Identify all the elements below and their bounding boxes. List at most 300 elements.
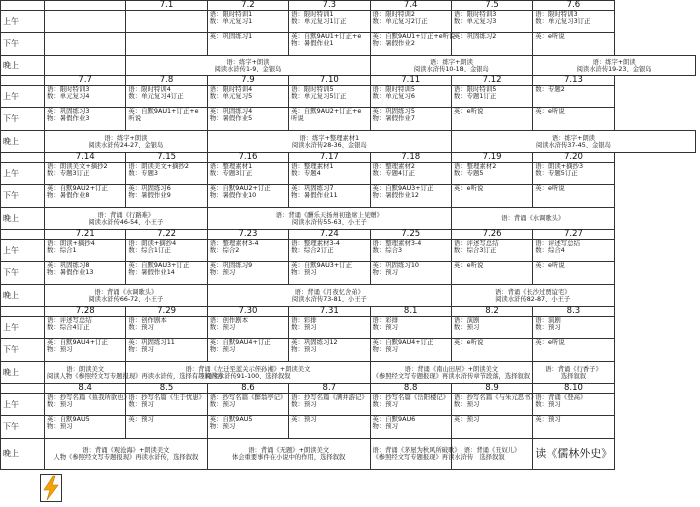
cell-text-line: 英：自默9AU1+订正+e [128, 107, 199, 115]
cell-text-line: 语：朗读+摘抄4 [47, 239, 95, 247]
date-cell: 7.6 [533, 1, 614, 11]
cell-text-line: 英：自默9AU1+订正+e [291, 32, 362, 40]
date-cell: 8.9 [451, 384, 532, 394]
cell-text-line: 英：自默9AU3+订正 [372, 184, 434, 192]
task-cell [370, 11, 451, 33]
cell-text-line: 物：预习 [291, 345, 317, 354]
task-cell [45, 163, 126, 185]
cell-text-line: 数：单元复习4 [47, 92, 90, 101]
cell-text-line: 语：整理素材1 [291, 162, 334, 170]
row-label-eve: 晚上 [1, 56, 45, 76]
date-cell: 7.18 [370, 153, 451, 163]
task-cell [533, 339, 614, 362]
lightning-icon [40, 474, 62, 502]
task-cell [289, 108, 370, 131]
cell-text-line: 阅读水浒传82-87、小王子 [495, 295, 571, 303]
date-cell: 7.25 [370, 230, 451, 240]
task-cell [451, 33, 532, 56]
cell-text-line: 英：e听说 [453, 261, 484, 269]
cell-text-line: 物：暑假作业5 [209, 114, 253, 123]
date-cell: 7.4 [370, 1, 451, 11]
task-cell [45, 416, 126, 439]
cell-text-line: 英：e听说 [453, 107, 484, 115]
aft-row [1, 108, 696, 131]
task-cell [289, 11, 370, 33]
cell-text-line: 听说 [128, 114, 142, 123]
empty-cell [45, 11, 126, 33]
cell-text-line: 英：巩固练习9 [209, 261, 253, 269]
cell-text-line: 语：限时特训5 [291, 85, 334, 93]
task-cell [451, 86, 532, 108]
task-cell [126, 339, 207, 362]
evening-task-cell [45, 439, 208, 470]
cell-text-line: 阅读水浒传73-81、小王子 [291, 295, 367, 303]
task-cell [370, 262, 451, 285]
cell-text-line: 语：彩排 [291, 316, 317, 324]
task-cell [45, 108, 126, 131]
eve-row [1, 362, 696, 384]
task-cell [207, 185, 288, 208]
cell-text-line: 语：演剧 [453, 316, 480, 324]
aft-row [1, 339, 696, 362]
task-cell [533, 163, 614, 185]
task-cell [126, 416, 207, 439]
evening-task-cell [45, 362, 224, 384]
cell-text-line: 物：预习 [209, 422, 236, 431]
task-cell [451, 108, 532, 131]
cell-text-line: 语：练字+朗读 [551, 134, 595, 142]
date-cell: 7.9 [207, 76, 288, 86]
date-cell: 8.5 [126, 384, 207, 394]
evening-task-cell [533, 362, 614, 384]
task-cell [289, 185, 370, 208]
cell-text-line: 英：自默9AU2+订正+e [291, 107, 362, 115]
task-cell [289, 394, 370, 416]
evening-task-cell [45, 285, 208, 307]
cell-text-line: 语：抄写名篇《生于忧患》 [128, 393, 206, 401]
cell-text-line: 数：综合2 [209, 246, 240, 255]
cell-text-line: 物：暑假作业9 [128, 191, 171, 200]
cell-text-line: 阅读水浒传24-27、金银岛 [88, 141, 164, 149]
task-cell [533, 262, 614, 285]
cell-text-line: 英：e听说 [535, 338, 565, 346]
cell-text-line: 数：综合3订正 [453, 246, 497, 255]
cell-text-line: 语：练字+朗读 [226, 58, 270, 66]
cell-text-line: 阅读水浒传91-100、选择叙叙 [205, 372, 291, 380]
task-cell [370, 240, 451, 262]
row-label-aft: 下午 [1, 185, 45, 208]
cell-text-line: 英：巩固练习7 [291, 184, 334, 192]
cell-text-line: 数：预习 [209, 400, 236, 409]
task-cell [289, 240, 370, 262]
task-cell [533, 394, 614, 416]
cell-text-line: 听说 [291, 114, 304, 123]
cell-text-line: 语：背诵《月夜忆舍弟》 [294, 288, 364, 296]
task-cell [126, 185, 207, 208]
row-label-eve: 晚上 [1, 131, 45, 153]
cell-text-line: 语：背诵《茅屋为秋风所破歌》 [372, 447, 461, 454]
task-cell [451, 240, 532, 262]
aft-row [1, 33, 696, 56]
task-cell [45, 317, 126, 339]
cell-text-line: 语：创作剧本 [128, 316, 167, 324]
evening-task-cell [451, 208, 614, 230]
task-cell [451, 339, 532, 362]
cell-text-line: 数：单元复习5 [209, 92, 253, 101]
date-cell: 7.21 [45, 230, 126, 240]
cell-text-line: 语：创作剧本 [209, 316, 249, 324]
cell-text-line: 英：自默9AU5 [209, 415, 253, 423]
cell-text-line: 语：背诵《行香子》 [545, 365, 602, 373]
cell-text-line: 数：预习 [535, 323, 561, 332]
task-cell [533, 317, 614, 339]
cell-text-line: 英：自默9AU3+订正 [128, 261, 190, 269]
mor-row [1, 163, 696, 185]
cell-text-line: 英：巩固练习3 [47, 107, 90, 115]
task-cell [289, 317, 370, 339]
cell-text-line: 数：综合2订正 [291, 246, 334, 255]
row-label-aft: 下午 [1, 262, 45, 285]
corner-cell [1, 153, 45, 163]
cell-text-line: 物：暑假作业13 [47, 268, 94, 277]
row-label-mor: 上午 [1, 86, 45, 108]
eve-row [1, 439, 696, 470]
cell-text-line: 数：专题1订正 [453, 92, 497, 101]
cell-text-line: 《参照经文写专题报现》再读水浒传 [372, 454, 474, 461]
cell-text-line: 英：预习 [291, 415, 317, 423]
cell-text-line: 语：背诵《长沙过贾谊宅》 [494, 288, 571, 296]
cell-text-line: 英：e听说 [453, 184, 484, 192]
task-cell [45, 185, 126, 208]
task-cell [370, 339, 451, 362]
evening-task-cell [45, 208, 208, 230]
date-cell: 7.14 [45, 153, 126, 163]
cell-text-line: 数：预习 [535, 400, 561, 409]
task-cell [370, 108, 451, 131]
cell-text-line: 语：彩排 [372, 316, 399, 324]
cell-text-line: 语：朗读+摘抄4 [128, 239, 177, 247]
cell-text-line: 物：预习 [47, 345, 73, 354]
cell-text-line: 英：巩固练习4 [209, 107, 253, 115]
row-label-aft: 下午 [1, 416, 45, 439]
cell-text-line: 语：抄写名篇《满井游记》 [291, 393, 368, 401]
cell-text-line: 语：限时特训3 [535, 10, 578, 18]
cell-text-line: 阅读水浒传1-9、金银岛 [214, 65, 282, 73]
date-cell: 8.2 [451, 307, 532, 317]
task-cell [533, 86, 614, 108]
cell-text-line: 语：抄写名篇《岳阳楼记》 [372, 393, 450, 401]
task-cell [451, 393, 537, 416]
cell-text-line: 物：暑假作业1 [291, 39, 334, 48]
cell-text-line: 英：自默9AU1+订正+e听说 [372, 32, 456, 40]
cell-text-line: 语：背诵《行路难》 [97, 211, 155, 219]
task-cell [533, 33, 614, 56]
cell-text-line: 数：单元复习1 [209, 17, 253, 26]
cell-text-line: 数：单元复习3 [453, 17, 497, 26]
task-cell [126, 86, 207, 108]
mor-row [1, 86, 696, 108]
task-cell [289, 86, 370, 108]
cell-text-line: 数：预习 [453, 400, 480, 409]
task-cell [533, 185, 614, 208]
cell-text-line: 数：单元复习3订正 [535, 17, 591, 26]
cell-text-line: 语：背诵《观沧海》+朗读美文 [82, 447, 170, 454]
row-label-mor: 上午 [1, 163, 45, 185]
evening-task-cell [370, 439, 474, 470]
cell-text-line: 语：抄写名篇《与朱元思书》 [453, 393, 537, 401]
date-cell: 8.7 [289, 384, 370, 394]
cell-text-line: 语：评述写总结 [47, 316, 92, 324]
cell-text-line: 语：朗读美文+摘抄2 [47, 162, 108, 170]
cell-text-line: 英：e听说 [535, 32, 565, 40]
cell-text-line: 数：预习 [128, 323, 154, 332]
task-cell [126, 33, 207, 56]
task-cell [289, 262, 370, 285]
task-cell [207, 240, 288, 262]
corner-cell [1, 230, 45, 240]
eve-row [1, 56, 696, 76]
task-cell [126, 262, 207, 285]
evening-task-cell [370, 56, 533, 76]
cell-text-line: 物：暑假作业12 [372, 191, 419, 200]
task-cell [370, 416, 451, 439]
cell-text-line: 英：巩固练习8 [47, 261, 90, 269]
cell-text-line: 阅读水浒传55-63、小王子 [291, 218, 367, 226]
date-row [1, 1, 696, 11]
reading-note: 读《儒林外史》 [533, 439, 614, 470]
task-cell [207, 262, 288, 285]
corner-cell [1, 1, 45, 11]
task-cell [533, 11, 614, 33]
row-label-mor: 上午 [1, 11, 45, 33]
row-label-eve: 晚上 [1, 208, 45, 230]
cell-text-line: 语：背诵《酬乐天扬州初逢席上见赠》 [275, 211, 383, 219]
cell-text-line: 阅读水浒传10-18、金银岛 [413, 65, 489, 73]
task-cell [207, 163, 288, 185]
cell-text-line: 英：自默9AU4+订正 [372, 338, 434, 346]
cell-text-line: 语：背诵《无题》+朗读美文 [248, 447, 330, 454]
empty-cell [45, 56, 126, 76]
task-cell [126, 394, 207, 416]
evening-task-cell [207, 208, 451, 230]
cell-text-line: 语：练字+朗读 [104, 134, 148, 142]
cell-text-line: 语：抄写名篇《醉翁亭记》 [209, 393, 287, 401]
cell-text-line: 英：巩固练习10 [372, 261, 419, 269]
evening-task-cell [207, 439, 370, 470]
cell-text-line: 物：暑假作业2 [372, 39, 415, 48]
task-cell [126, 317, 207, 339]
cell-text-line: 数：专题4 [291, 169, 321, 178]
task-cell [207, 33, 288, 56]
cell-text-line: 英：预习 [453, 415, 480, 423]
date-cell: 7.28 [45, 307, 126, 317]
task-cell [207, 11, 288, 33]
date-cell: 8.6 [207, 384, 288, 394]
cell-text-line: 英：自默9AU2+订正 [47, 184, 108, 192]
cell-text-line: 语：背诵《登高》 [535, 393, 587, 401]
cell-text-line: 语：背诵《左迁至蓝关示侄孙湘》+朗读美文 [185, 365, 311, 373]
date-cell: 7.15 [126, 153, 207, 163]
task-cell [370, 394, 451, 416]
task-cell [289, 33, 370, 56]
cell-text-line: 英：巩固练习1 [209, 32, 253, 40]
cell-text-line: 英：巩固练习2 [453, 32, 497, 40]
cell-text-line: 语：限时特训5 [372, 85, 415, 93]
task-cell [451, 163, 532, 185]
evening-task-cell [451, 131, 695, 153]
cell-text-line: 英：e听说 [535, 184, 565, 192]
cell-text-line: 数：预习 [372, 400, 399, 409]
date-cell: 7.5 [451, 1, 532, 11]
cell-text-line: 语：练字+朗读 [592, 58, 636, 66]
date-cell: 7.7 [45, 76, 126, 86]
date-cell: 7.2 [207, 1, 288, 11]
cell-text-line: 数：单元复习1订正 [291, 17, 347, 26]
cell-text-line: 语：整理素材2 [372, 162, 415, 170]
task-cell [370, 163, 451, 185]
cell-text-line: 数：单元复习2订正 [372, 17, 428, 26]
task-cell [370, 32, 456, 56]
task-cell [126, 240, 207, 262]
cell-text-line: 数：单元复习4订正 [128, 92, 184, 101]
cell-text-line: 英：e听说 [535, 107, 565, 115]
cell-text-line: 语：抄写名篇《鱼我所欲也》 [47, 393, 131, 401]
task-cell [533, 108, 614, 131]
cell-text-line: 语：限时特训4 [128, 85, 171, 93]
cell-text-line: 物：预习 [209, 345, 236, 354]
cell-text-line: 语：限时特训3 [47, 85, 90, 93]
date-row [1, 153, 696, 163]
task-cell [126, 11, 207, 33]
cell-text-line: 英：巩固练习11 [128, 338, 175, 346]
cell-text-line: 物：暑假作业8 [47, 191, 90, 200]
task-cell [126, 108, 207, 131]
cell-text-line: 语：限时特训1 [209, 10, 253, 18]
aft-row [1, 262, 696, 285]
cell-text-line: 数：预习 [453, 323, 480, 332]
cell-text-line: 《参照经文写专题报现》再读水浒传章节段落，选择叙叙 [372, 372, 531, 380]
date-cell: 7.10 [289, 76, 370, 86]
task-cell [451, 416, 532, 439]
eve-row [1, 285, 696, 307]
cell-text-line: 语：限时特训5 [453, 85, 497, 93]
date-cell: 7.17 [289, 153, 370, 163]
cell-text-line: 数：预习 [291, 323, 317, 332]
cell-text-line: 数：预习 [372, 323, 399, 332]
cell-text-line: 英：自默9AU3+订正 [291, 261, 353, 269]
cell-text-line: 语：限时特训2 [372, 10, 415, 18]
cell-text-line: 物：预习 [47, 422, 73, 431]
date-row [1, 384, 696, 394]
cell-text-line: 英：预习 [128, 415, 154, 423]
task-cell [451, 317, 532, 339]
cell-text-line: 数：预习 [47, 400, 73, 409]
cell-text-line: 英：预习 [535, 415, 561, 423]
task-cell [533, 240, 614, 262]
date-cell: 8.3 [533, 307, 614, 317]
cell-text-line: 数：综合4订正 [47, 323, 90, 332]
date-cell: 7.19 [451, 153, 532, 163]
date-cell: 8.10 [533, 384, 614, 394]
cell-text-line: 语：背诵《丑奴儿》 [463, 447, 521, 454]
date-cell: 8.8 [370, 384, 451, 394]
row-label-mor: 上午 [1, 240, 45, 262]
eve-row [1, 208, 696, 230]
date-row [1, 76, 696, 86]
cell-text-line: 数：专题3订正 [47, 169, 90, 178]
task-cell [207, 86, 288, 108]
empty-cell [45, 1, 126, 11]
task-cell [45, 86, 126, 108]
task-cell [207, 108, 288, 131]
cell-text-line: 物：预习 [372, 422, 399, 431]
cell-text-line: 数：专题3 [128, 169, 159, 178]
cell-text-line: 英：e听说 [535, 261, 565, 269]
cell-text-line: 物：预习 [128, 345, 154, 354]
cell-text-line: 语：评述写总结 [453, 239, 499, 247]
row-label-aft: 下午 [1, 33, 45, 56]
cell-text-line: 语：朗读美文+摘抄2 [128, 162, 189, 170]
cell-text-line: 数：单元复习5订正 [291, 92, 347, 101]
mor-row [1, 394, 696, 416]
cell-text-line: 数：专题5订正 [535, 169, 578, 178]
eve-row [1, 131, 696, 153]
cell-text-line: 英：巩固练习12 [291, 338, 338, 346]
cell-text-line: 数：预习 [128, 400, 154, 409]
cell-text-line: 英：自默9AU5 [47, 415, 90, 423]
cell-text-line: 物：暑假作业7 [372, 114, 415, 123]
aft-row [1, 185, 696, 208]
date-cell: 7.16 [207, 153, 288, 163]
task-cell [451, 185, 532, 208]
cell-text-line: 英：自默9AU4+订正 [47, 338, 108, 346]
cell-text-line: 物：预习 [209, 268, 236, 277]
evening-task-cell [370, 362, 533, 384]
date-cell: 7.12 [451, 76, 532, 86]
date-cell: 7.31 [289, 307, 370, 317]
cell-text-line: 选择叙叙 [560, 372, 587, 380]
cell-text-line: 英：自默9AU6 [372, 415, 416, 423]
task-cell [207, 394, 288, 416]
date-cell: 8.1 [370, 307, 451, 317]
cell-text-line: 物：暑假作业11 [291, 191, 338, 200]
task-cell [207, 339, 288, 362]
task-cell [533, 416, 614, 439]
task-cell [451, 262, 532, 285]
corner-cell [1, 384, 45, 394]
cell-text-line: 语：整理素材2 [453, 162, 497, 170]
cell-text-line: 语：练字+整理素材1 [299, 134, 360, 142]
cell-text-line: 数：综合1 [47, 246, 77, 255]
cell-text-line: 英：自默9AU4+订正 [209, 338, 271, 346]
cell-text-line: 语：整理素材3-4 [372, 239, 422, 247]
row-label-eve: 晚上 [1, 285, 45, 307]
cell-text-line: 数：专题2 [535, 85, 565, 93]
row-label-aft: 下午 [1, 339, 45, 362]
cell-text-line: 英：巩固练习5 [372, 107, 415, 115]
date-cell: 7.8 [126, 76, 207, 86]
date-cell: 7.23 [207, 230, 288, 240]
task-cell [289, 339, 370, 362]
evening-task-cell [207, 285, 451, 307]
cell-text-line: 英：e听说 [453, 338, 484, 346]
cell-text-line: 数：专题3订正 [209, 169, 253, 178]
task-cell [45, 262, 126, 285]
task-cell [126, 163, 207, 185]
empty-cell [45, 33, 126, 56]
cell-text-line: 数：单元复习6 [372, 92, 415, 101]
cell-text-line: 阅读水浒传28-36、金银岛 [291, 141, 367, 149]
